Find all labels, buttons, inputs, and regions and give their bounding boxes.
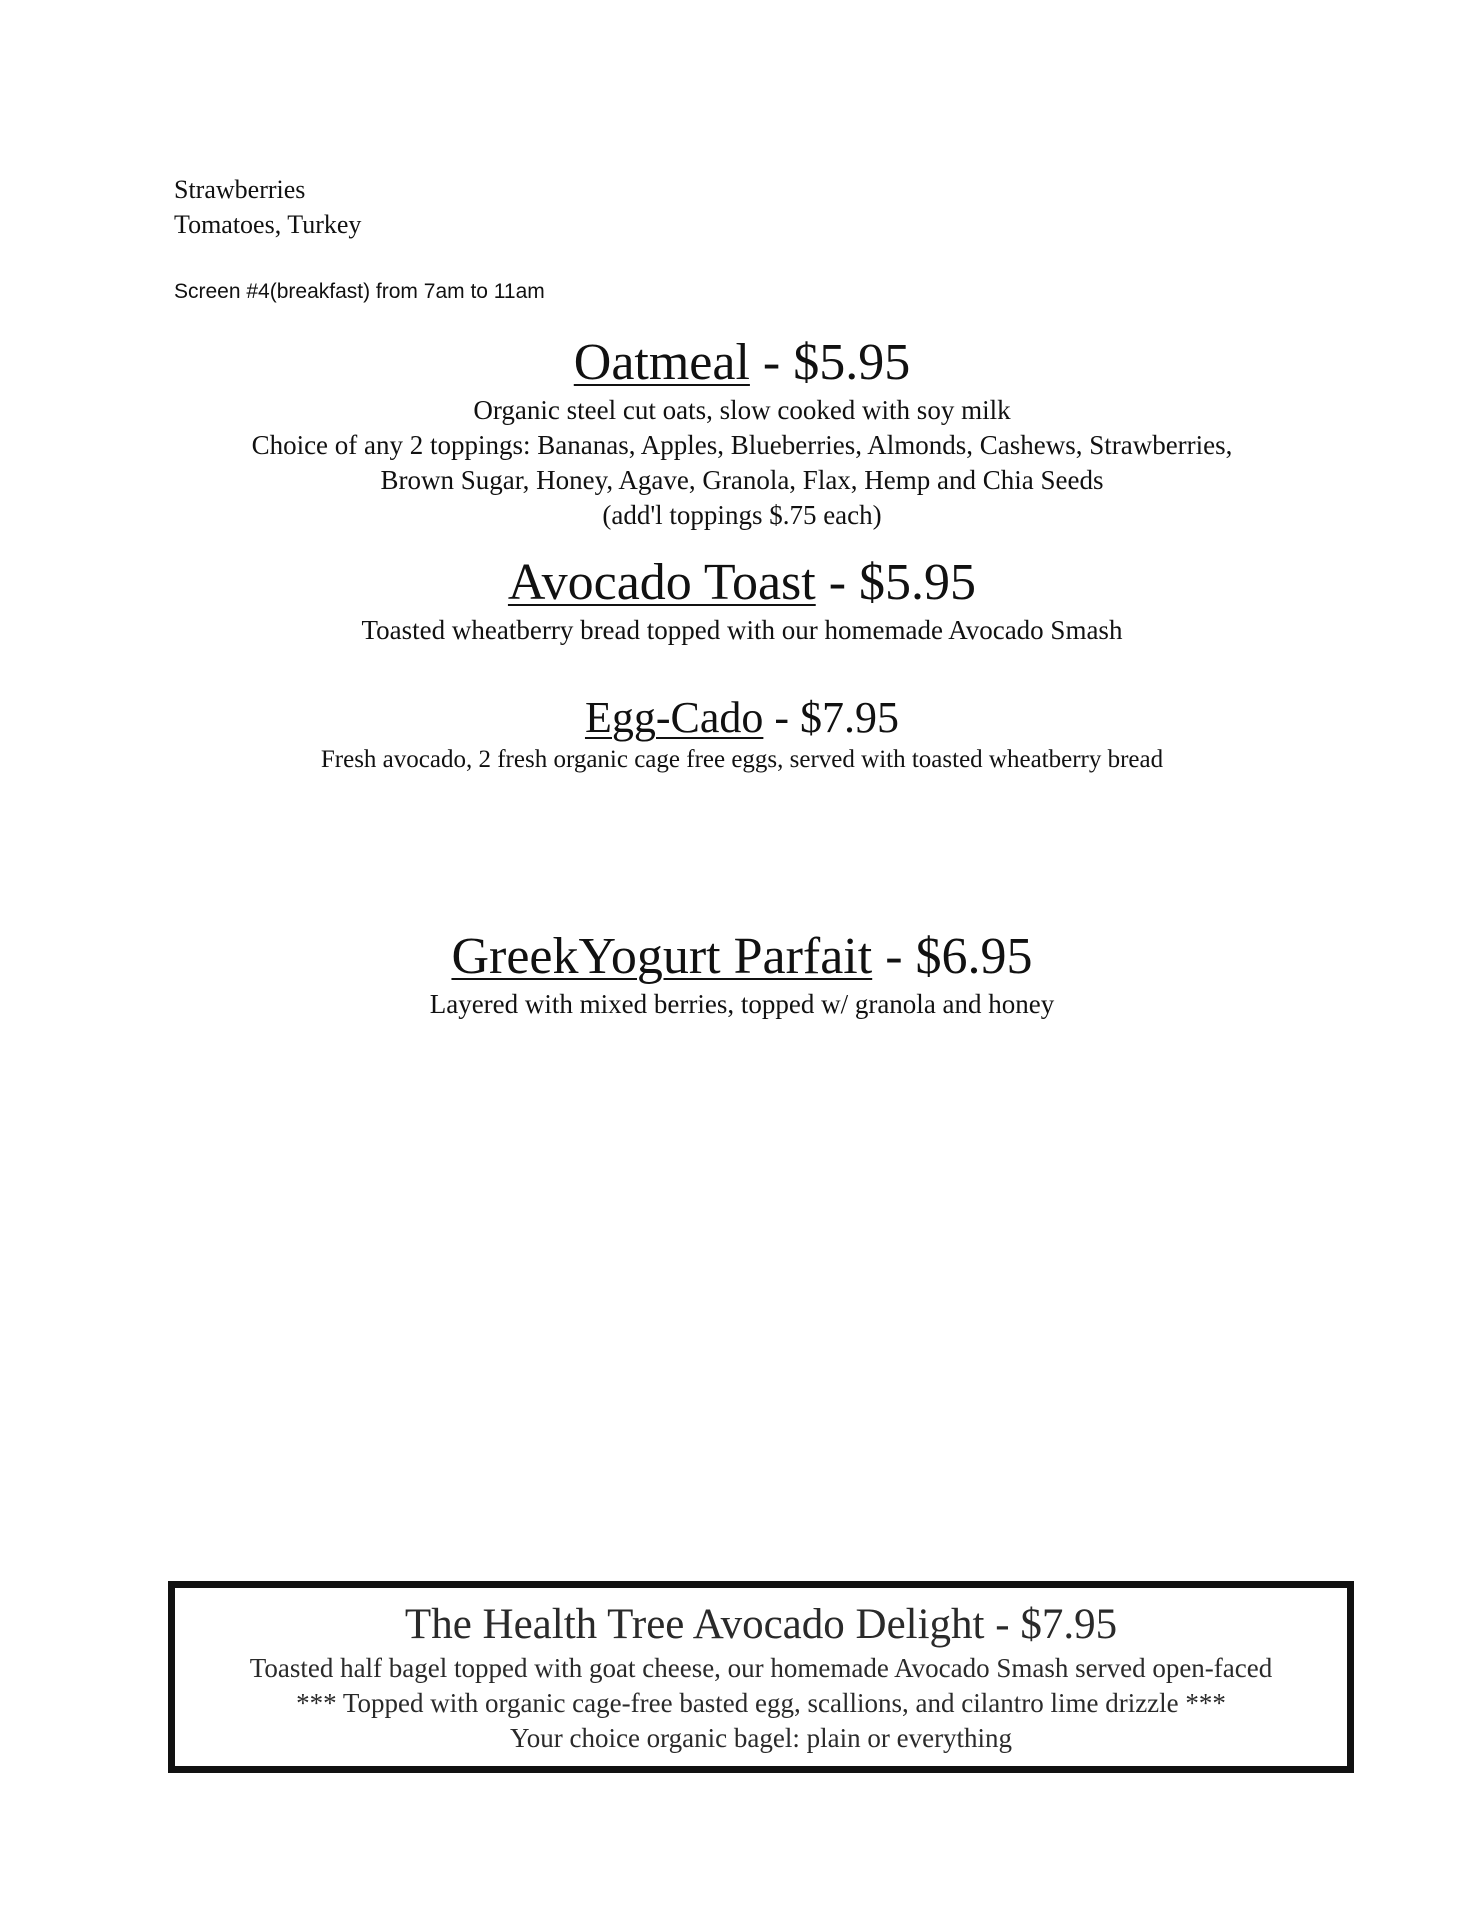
special-title: The Health Tree Avocado Delight - $7.95 xyxy=(404,1601,1118,1648)
menu-item-description: Organic steel cut oats, slow cooked with soy milk xyxy=(473,395,1011,425)
menu-item-title xyxy=(0,692,1484,744)
menu-item-greek-yogurt-parfait xyxy=(0,927,1484,1022)
screen-label: Screen #4(breakfast) from 7am to 11am xyxy=(174,280,545,303)
menu-item-oatmeal xyxy=(0,333,1484,533)
special-description: *** Topped with organic cage-free basted egg, scallions, and cilantro lime drizzle *** xyxy=(296,1688,1226,1718)
special-box xyxy=(168,1581,1354,1773)
menu-item-description: Brown Sugar, Honey, Agave, Granola, Flax, Hemp and Chia Seeds xyxy=(380,465,1104,495)
menu-item-description: (add'l toppings $.75 each) xyxy=(602,500,882,530)
menu-item-name: GreekYogurt Parfait xyxy=(451,928,873,985)
menu-item-name: Avocado Toast xyxy=(507,554,816,611)
special-description: Toasted half bagel topped with goat cheese, our homemade Avocado Smash served open-faced xyxy=(249,1653,1273,1683)
special-description: Your choice organic bagel: plain or everything xyxy=(509,1723,1013,1753)
menu-item-description: Fresh avocado, 2 fresh organic cage free eggs, served with toasted wheatberry bread xyxy=(320,746,1164,773)
menu-item-egg-cado xyxy=(0,692,1484,776)
menu-item-price: - $5.95 xyxy=(815,554,977,611)
menu-item-description: Choice of any 2 toppings: Bananas, Apples, Blueberries, Almonds, Cashews, Strawberries, xyxy=(251,430,1233,460)
top-notes xyxy=(174,172,361,242)
note-line: Tomatoes, Turkey xyxy=(174,210,362,239)
menu-item-price: - $6.95 xyxy=(872,928,1033,985)
menu-item-avocado-toast xyxy=(0,553,1484,648)
menu-item-price: - $7.95 xyxy=(763,693,900,742)
menu-item-price: - $5.95 xyxy=(749,334,911,391)
menu-item-name: Egg-Cado xyxy=(584,693,764,742)
menu-item-title xyxy=(0,927,1484,987)
menu-item-title xyxy=(0,333,1484,393)
menu-item-description: Toasted wheatberry bread topped with our homemade Avocado Smash xyxy=(361,615,1123,645)
note-line: Strawberries xyxy=(174,175,306,204)
menu-item-name: Oatmeal xyxy=(573,334,750,391)
menu-item-title xyxy=(0,553,1484,613)
menu-item-description: Layered with mixed berries, topped w/ granola and honey xyxy=(429,989,1055,1019)
